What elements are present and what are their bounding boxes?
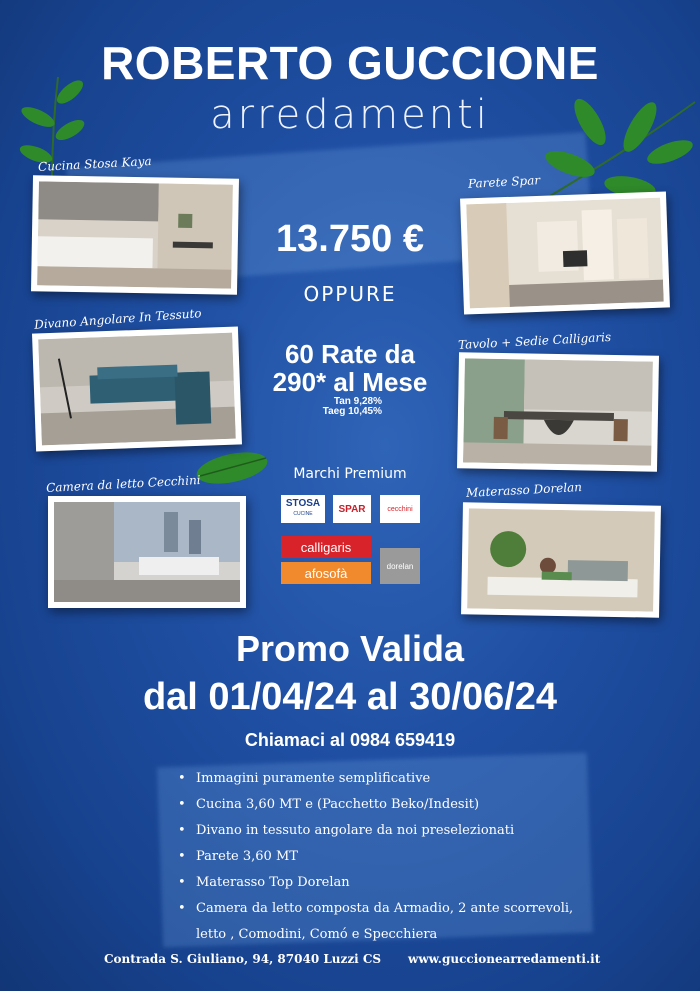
note-item: • Parete 3,60 MT: [178, 844, 578, 870]
caption-mattress: Materasso Dorelan: [465, 479, 583, 501]
caption-bedroom: Camera da letto Cecchini: [45, 472, 201, 496]
caption-wall-unit: Parete Spar: [467, 173, 541, 191]
installments: [240, 340, 460, 417]
logo-stosa-text: STOSA: [285, 498, 321, 509]
footer-address: Contrada S. Giuliano, 94, 87040 Luzzi CS: [104, 952, 382, 966]
tan-rate: Tan 9,28%: [333, 396, 382, 407]
photo-mattress: [461, 502, 661, 617]
brand-subtitle: arredamenti: [210, 92, 490, 138]
or-label: OPPURE: [303, 282, 397, 306]
brands-title: Marchi Premium: [293, 466, 407, 482]
logo-stosa: [281, 495, 325, 523]
logo-spar: [333, 495, 371, 523]
phone-call[interactable]: Chiamaci al 0984 659419: [244, 730, 456, 750]
caption-table: Tavolo + Sedie Calligaris: [457, 330, 612, 352]
logo-afosofa: [281, 562, 371, 584]
logo-cecchini-text: cecchini: [387, 505, 413, 513]
taeg-rate: Taeg 10,45%: [322, 406, 382, 417]
logo-dorelan-text: dorelan: [386, 561, 414, 571]
installments-line1: 60 Rate da: [284, 339, 416, 369]
note-item: • Materasso Top Dorelan: [178, 870, 578, 896]
logo-calligaris: [281, 536, 371, 558]
footer-website[interactable]: www.guccionearredamenti.it: [408, 952, 601, 966]
caption-sofa: Divano Angolare In Tessuto: [33, 306, 202, 332]
notes-list: [178, 766, 578, 948]
installments-line2: 290* al Mese: [272, 367, 428, 397]
price: 13.750 €: [276, 218, 424, 260]
promo-dates: dal 01/04/24 al 30/06/24: [142, 676, 558, 718]
photo-sofa: [32, 326, 242, 451]
logo-afosofa-text: afosofà: [304, 565, 348, 581]
photo-bedroom: [48, 496, 246, 608]
logo-dorelan: [380, 548, 420, 584]
logo-calligaris-text: calligaris: [300, 539, 352, 555]
brand-name: ROBERTO GUCCIONE: [101, 37, 599, 89]
logo-stosa-sub: CUCINE: [293, 511, 313, 517]
promo-title: Promo Valida: [235, 628, 465, 669]
note-item: • Cucina 3,60 MT e (Pacchetto Beko/Indesit): [178, 792, 578, 818]
caption-kitchen: Cucina Stosa Kaya: [37, 154, 152, 174]
photo-kitchen: [31, 175, 239, 295]
photo-wall-unit: [460, 191, 670, 314]
note-item: • Immagini puramente semplificative: [178, 766, 578, 792]
photo-table: [457, 352, 659, 471]
note-item: • Divano in tessuto angolare da noi preselezionati: [178, 818, 578, 844]
note-item: • Camera da letto composta da Armadio, 2 ante scorrevoli, letto , Comodini, Comó e Specchiera: [178, 896, 578, 948]
logo-spar-text: SPAR: [338, 503, 366, 515]
logo-cecchini: [380, 495, 420, 523]
